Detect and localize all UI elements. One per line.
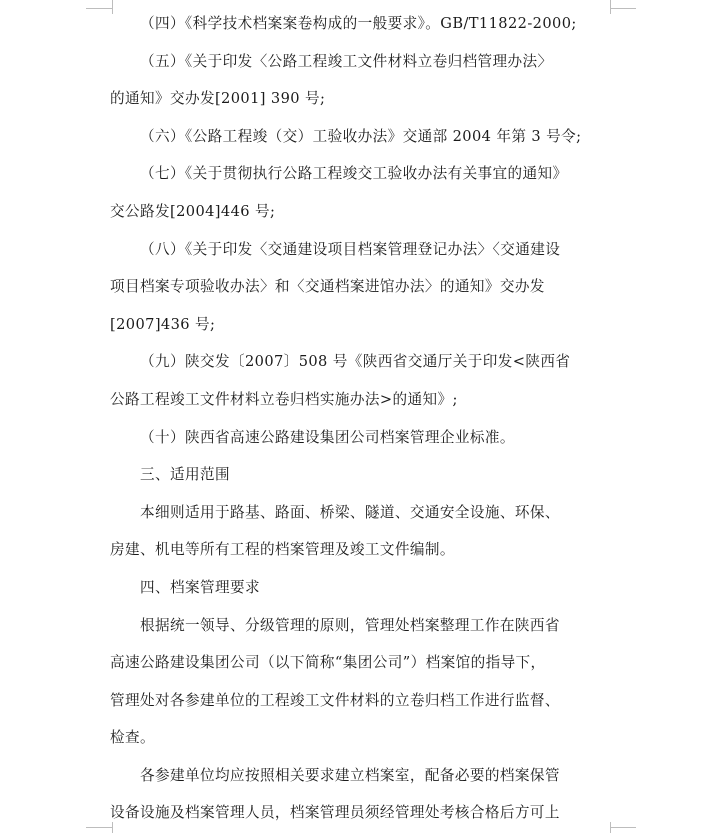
- crop-mark-top-right-v: [610, 0, 611, 14]
- document-body: [110, 5, 610, 832]
- crop-mark-top-right-h: [610, 8, 636, 9]
- crop-mark-bottom-left-h: [86, 827, 112, 828]
- text-line: （五）《关于印发〈公路工程竣工文件材料立卷归档管理办法〉: [140, 52, 553, 70]
- text-line: （八）《关于印发〈交通建设项目档案管理登记办法〉〈交通建设: [140, 240, 561, 258]
- text-line: 各参建单位均应按照相关要求建立档案室，配备必要的档案保管: [140, 766, 560, 784]
- text-line: （七）《关于贯彻执行公路工程竣交工验收办法有关事宜的通知》: [140, 165, 568, 183]
- text-line: 项目档案专项验收办法〉和〈交通档案进馆办法〉的通知》交办发: [110, 278, 545, 296]
- text-line: （十）陕西省高速公路建设集团公司档案管理企业标准。: [140, 428, 515, 446]
- text-line: 检查。: [110, 729, 155, 747]
- section-heading: 三、适用范围: [140, 466, 230, 484]
- text-line: 本细则适用于路基、路面、桥梁、隧道、交通安全设施、环保、: [140, 503, 560, 521]
- text-line: 设备设施及档案管理人员，档案管理员须经管理处考核合格后方可上: [110, 804, 560, 822]
- text-line: 交公路发[2004]446 号;: [110, 202, 276, 220]
- crop-mark-top-left-h: [86, 8, 112, 9]
- text-line: 高速公路建设集团公司（以下简称“集团公司”）档案馆的指导下，: [110, 654, 546, 672]
- section-heading: 四、档案管理要求: [140, 578, 260, 596]
- crop-mark-bottom-right-h: [610, 827, 636, 828]
- crop-mark-bottom-right-v: [610, 822, 611, 833]
- text-line: （九）陕交发〔2007〕508 号《陕西省交通厅关于印发<陕西省: [140, 353, 571, 371]
- text-line: 房建、机电等所有工程的档案管理及竣工文件编制。: [110, 541, 455, 559]
- text-line: [2007]436 号;: [110, 315, 216, 333]
- text-line: （四）《科学技术档案案卷构成的一般要求》。GB/T11822-2000;: [140, 15, 577, 32]
- text-line: （六）《公路工程竣（交）工验收办法》交通部 2004 年第 3 号令;: [140, 127, 582, 145]
- text-line: 的通知》交办发[2001] 390 号;: [110, 90, 326, 108]
- text-line: 公路工程竣工文件材料立卷归档实施办法>的通知》;: [110, 390, 458, 408]
- text-line: 根据统一领导、分级管理的原则，管理处档案整理工作在陕西省: [140, 616, 560, 634]
- text-line: 管理处对各参建单位的工程竣工文件材料的立卷归档工作进行监督、: [110, 691, 560, 709]
